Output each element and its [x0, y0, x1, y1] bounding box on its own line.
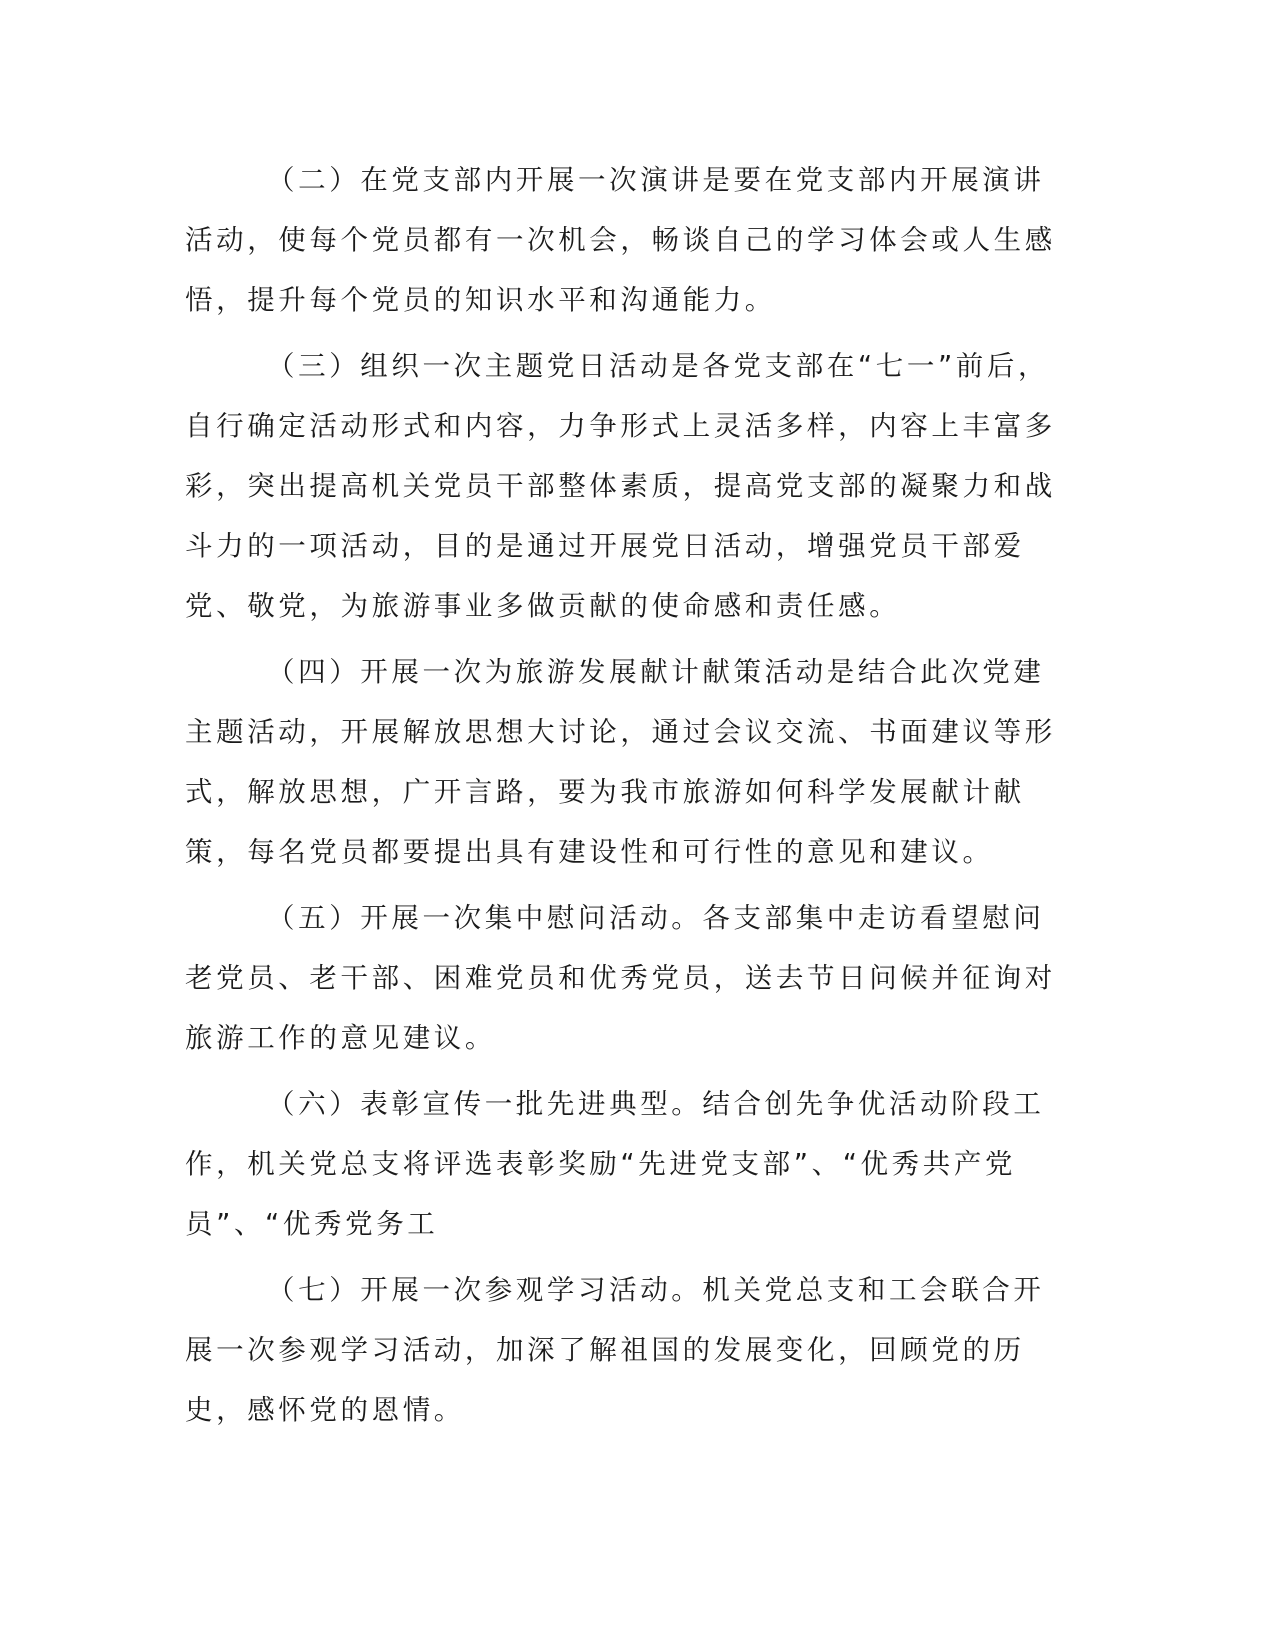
- paragraph-3: （三）组织一次主题党日活动是各党支部在“七一”前后，自行确定活动形式和内容，力争形式上灵活多样，内容上丰富多彩，突出提高机关党员干部整体素质，提高党支部的凝聚力和战斗力的一项活动，目的是通过开展党日活动，增强党员干部爱党、敬党，为旅游事业多做贡献的使命感和责任感。: [185, 350, 1056, 622]
- paragraph-5: （五）开展一次集中慰问活动。各支部集中走访看望慰问老党员、老干部、困难党员和优秀党员，送去节日问候并征询对旅游工作的意见建议。: [185, 902, 1056, 1054]
- paragraph-4: （四）开展一次为旅游发展献计献策活动是结合此次党建主题活动，开展解放思想大讨论，通过会议交流、书面建议等形式，解放思想，广开言路，要为我市旅游如何科学发展献计献策，每名党员都要提出具有建设性和可行性的意见和建议。: [185, 656, 1056, 868]
- document-body: [185, 150, 1075, 1446]
- paragraph-2: （二）在党支部内开展一次演讲是要在党支部内开展演讲活动，使每个党员都有一次机会，畅谈自己的学习体会或人生感悟，提升每个党员的知识水平和沟通能力。: [185, 164, 1056, 316]
- paragraph-6: （六）表彰宣传一批先进典型。结合创先争优活动阶段工作，机关党总支将评选表彰奖励“先进党支部”、“优秀共产党员”、“优秀党务工: [185, 1088, 1045, 1240]
- paragraph-7: （七）开展一次参观学习活动。机关党总支和工会联合开展一次参观学习活动，加深了解祖国的发展变化，回顾党的历史，感怀党的恩情。: [185, 1274, 1045, 1426]
